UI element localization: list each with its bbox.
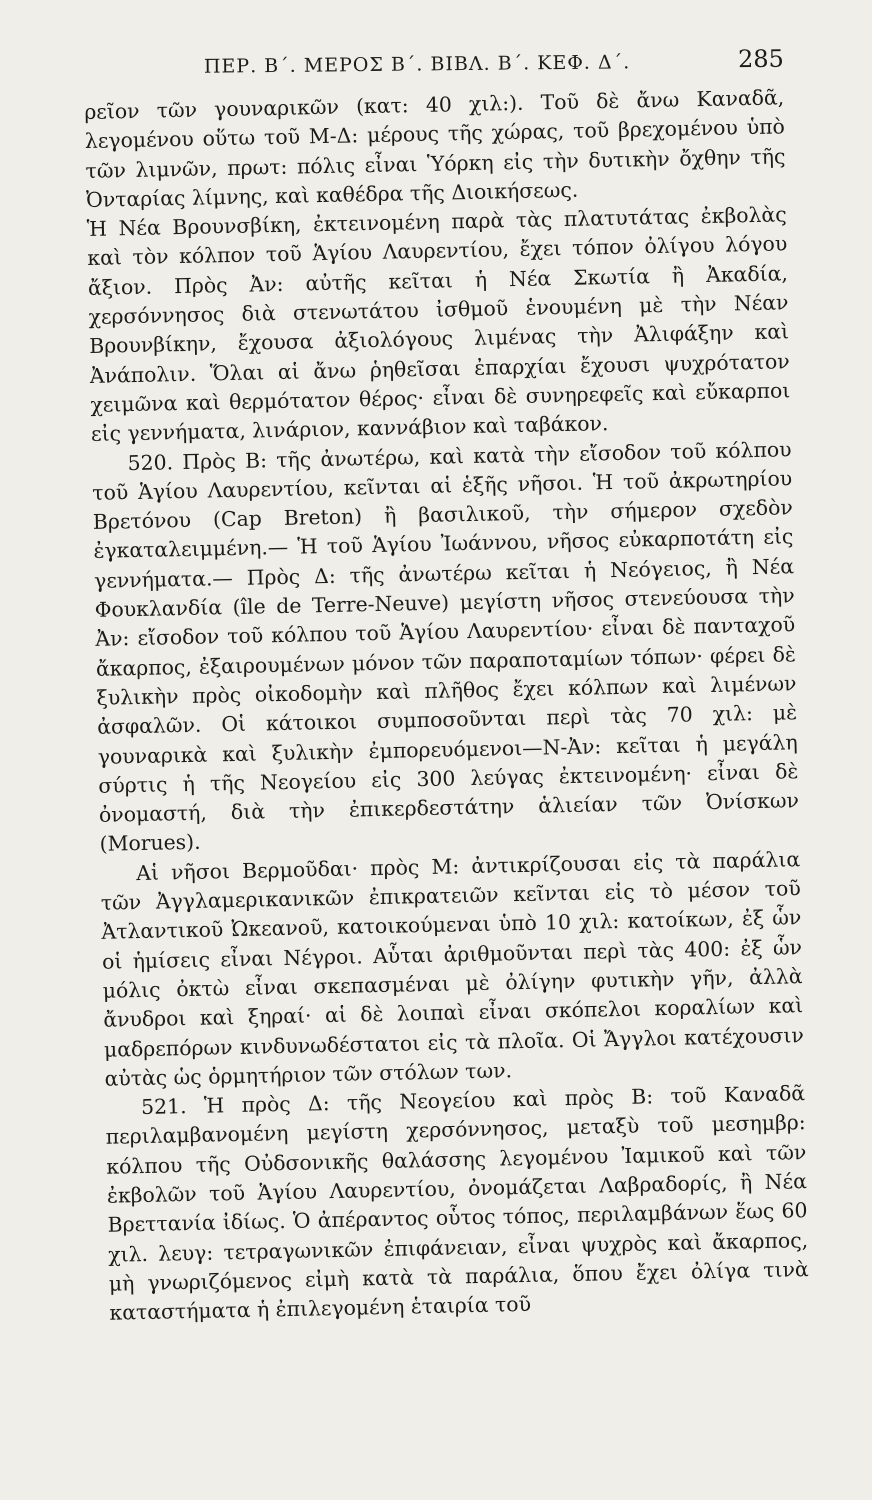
body-text bbox=[84, 83, 810, 1328]
page-number: 285 bbox=[737, 44, 785, 74]
paragraph: Αἱ νῆσοι Βερμοῦδαι· πρὸς Μ: ἀντικρίζουσαι εἰς τὰ παράλια τῶν Ἀγγλαμερικανικῶν ἐπικρατειῶν κεῖνται εἰς τὸ μέσον τοῦ Ἀτλαντικοῦ Ὠκεανοῦ, κατοικούμεναι ὑπὸ 10 χιλ: κατοίκων, ἐξ ὧν οἱ ἡμίσεις εἶναι Νέγροι. Αὗται ἀριθμοῦνται περὶ τὰς 400: ἐξ ὧν μόλις ὀκτὼ εἶναι σκεπασμέναι μὲ ὀλίγην φυτικὴν γῆν, ἀλλὰ ἄνυδροι καὶ ξηραί· αἱ δὲ λοιπαὶ εἶναι σκόπελοι κοραλίων καὶ μαδρεπόρων κινδυνωδέστατοι εἰς τὰ πλοῖα. Οἱ Ἄγγλοι κατέχουσιν αὐτὰς ὡς ὁρμητήριον τῶν στόλων των. bbox=[100, 846, 805, 1091]
paragraph: Ἡ Νέα Βρουνσβίκη, ἐκτεινομένη παρὰ τὰς πλατυτάτας ἐκβολὰς καὶ τὸν κόλπον τοῦ Ἁγίου Λαυρεντίου, ἔχει τόπον ὀλίγου λόγου ἄξιον. Πρὸς Ἀν: αὐτῆς κεῖται ἡ Νέα Σκωτία ἢ Ἀκαδία, χερσόννησος διὰ στενωτάτου ἰσθμοῦ ἑνουμένη μὲ τὴν Νέαν Βρουνβίκην, ἔχουσα ἀξιολόγους λιμένας τὴν Ἀλιφάξην καὶ Ἀνάπολιν. Ὅλαι αἱ ἄνω ῥηθεῖσαι ἐπαρχίαι ἔχουσι ψυχρότατον χειμῶνα καὶ θερμότατον θέρος· εἶναι δὲ συνηρεφεῖς καὶ εὔκαρποι εἰς γεννήματα, λινάριον, καννάβιον καὶ ταβάκον. bbox=[86, 202, 791, 447]
paragraph: ρεῖον τῶν γουναρικῶν (κατ: 40 χιλ:). Τοῦ δὲ ἄνω Καναδᾶ, λεγομένου οὕτω τοῦ Μ-Δ: μέρους τῆς χώρας, τοῦ βρεχομένου ὑπὸ τῶν λιμνῶν, πρωτ: πόλις εἶναι Ὑόρκη εἰς τὴν δυτικὴν ὄχθην τῆς Ὀνταρίας λίμνης, καὶ καθέδρα τῆς Διοικήσεως. bbox=[84, 85, 786, 212]
running-title: ΠΕΡ. Β΄. ΜΕΡΟΣ Β΄. ΒΙΒΛ. Β΄. ΚΕΦ. Δ΄. bbox=[203, 51, 631, 78]
paragraph: 520. Πρὸς Β: τῆς ἀνωτέρω, καὶ κατὰ τὴν εἴσοδον τοῦ κόλπου τοῦ Ἁγίου Λαυρεντίου, κεῖνται αἱ ἑξῆς νῆσοι. Ἡ τοῦ ἀκρωτηρίου Βρετόνου (Cap Breton) ἢ βασιλικοῦ, τὴν σήμερον σχεδὸν ἐγκαταλειμμένη.— Ἡ τοῦ Ἁγίου Ἰωάννου, νῆσος εὐκαρποτάτη εἰς γεννήματα.— Πρὸς Δ: τῆς ἀνωτέρω κεῖται ἡ Νεόγειος, ἢ Νέα Φουκλανδία (île de Terre-Neuve) μεγίστη νῆσος στενεύουσα τὴν Ἀν: εἴσοδον τοῦ κόλπου τοῦ Ἁγίου Λαυρεντίου· εἶναι δὲ πανταχοῦ ἄκαρπος, ἐξαιρουμένων μόνον τῶν παραποταμίων τόπων· φέρει δὲ ξυλικὴν πρὸς οἰκοδομὴν καὶ πλῆθος ἔχει κόλπων καὶ λιμένων ἀσφαλῶν. Οἱ κάτοικοι συμποσοῦνται περὶ τὰς 70 χιλ: μὲ γουναρικὰ καὶ ξυλικὴν ἐμπορευόμενοι—Ν-Ἀν: κεῖται ἡ μεγάλη σύρτις ἡ τῆς Νεογείου εἰς 300 λεύγας ἐκτεινομένη· εἶναι δὲ ὀνομαστή, διὰ τὴν ἐπικερδεστάτην ἁλιείαν τῶν Ὀνίσκων (Morues). bbox=[92, 436, 800, 857]
paragraph: 521. Ἡ πρὸς Δ: τῆς Νεογείου καὶ πρὸς Β: τοῦ Καναδᾶ περιλαμβανομένη μεγίστη χερσόννησος, μεταξὺ τοῦ μεσημβρ: κόλπου τῆς Οὐδσονικῆς θαλάσσης λεγομένου Ἰαμικοῦ καὶ τῶν ἐκβολῶν τοῦ Ἁγίου Λαυρεντίου, ὀνομάζεται Λαβραδορίς, ἢ Νέα Βρεττανία ἰδίως. Ὁ ἀπέραντος οὗτος τόπος, περιλαμβάνων ἕως 60 χιλ. λευγ: τετραγωνικῶν ἐπιφάνειαν, εἶναι ψυχρὸς καὶ ἄκαρπος, μὴ γνωριζόμενος εἰμὴ κατὰ τὰ παράλια, ὅπου ἔχει ὀλίγα τινὰ καταστήματα ἡ ἐπιλεγομένη ἑταιρία τοῦ bbox=[105, 1081, 809, 1325]
